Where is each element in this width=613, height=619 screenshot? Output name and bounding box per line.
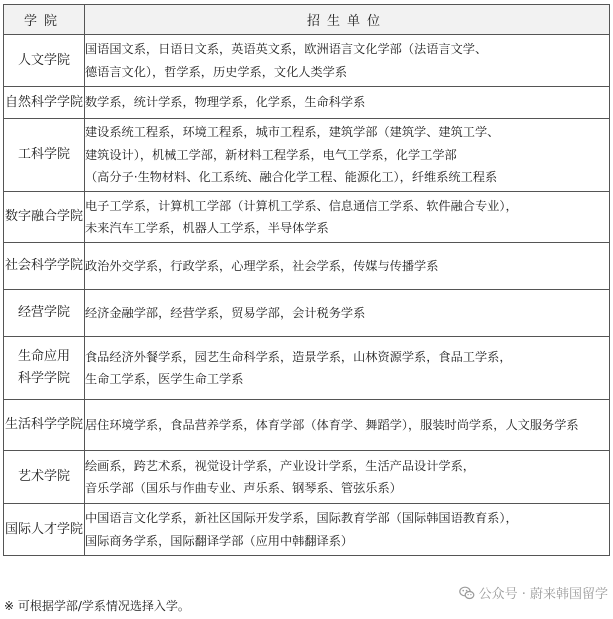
- college-name-line: 生活科学学院: [4, 417, 83, 432]
- units-line: 音乐学部（国乐与作曲专业、声乐系、钢琴系、管弦乐系）: [85, 481, 402, 495]
- header-units: 招生单位: [85, 5, 610, 35]
- units-line: 生命工学系，医学生命工学系: [85, 372, 244, 386]
- college-name-line: 科学学院: [17, 371, 70, 386]
- college-cell: [4, 87, 85, 119]
- college-cell: [4, 400, 85, 451]
- table-row: [4, 119, 610, 192]
- units-line: 未来汽车工学系，机器人工学系，半导体学系: [85, 221, 329, 235]
- watermark: [459, 583, 608, 602]
- table-row: [4, 87, 610, 119]
- units-cell: [85, 504, 610, 556]
- college-cell: [4, 243, 85, 290]
- units-line: 政治外交学系，行政学系，心理学系，社会学系，传媒与传播学系: [85, 258, 439, 273]
- table-row: [4, 451, 610, 504]
- units-line: 数学系，统计学系，物理学系，化学系，生命科学系: [85, 95, 366, 110]
- footnote: ※ 可根据学部/学系情况选择入学。: [4, 599, 190, 613]
- units-cell: [85, 192, 610, 243]
- watermark-text: 公众号 · 蔚来韩国留学: [478, 587, 608, 602]
- majors-table: [3, 4, 610, 556]
- college-cell: [4, 35, 85, 87]
- units-line: 德语言文化），哲学系，历史学系，文化人类学系: [85, 64, 348, 79]
- college-name-line: 经营学院: [17, 305, 70, 320]
- college-name-line: 国际人才学院: [4, 521, 83, 537]
- units-line: 居住环境学系，食品营养学系，体育学部（体育学、舞蹈学），服装时尚学系，人文服务学系: [85, 417, 579, 432]
- college-cell: [4, 290, 85, 337]
- header-college: 学院: [4, 5, 85, 35]
- college-name-line: 生命应用: [17, 349, 70, 364]
- college-name-line: 数字融合学院: [4, 209, 83, 224]
- college-cell: [4, 192, 85, 243]
- college-name-line: 工科学院: [17, 147, 70, 162]
- units-line: 中国语言文化学系，新社区国际开发学系，国际教育学部（国际韩国语教育系），: [85, 511, 518, 525]
- units-line: 绘画系，跨艺术系，视觉设计学系，产业设计学系，生活产品设计学系，: [85, 458, 475, 473]
- units-line: （高分子·生物材料、化工系统、融合化学工程、能源化工），纤维系统工程系: [85, 170, 498, 185]
- units-line: 国际商务学系，国际翻译学部（应用中韩翻译系）: [85, 533, 354, 548]
- college-name-line: 自然科学学院: [4, 94, 83, 110]
- wechat-icon: [459, 585, 475, 601]
- college-name-line: 艺术学院: [17, 469, 70, 484]
- units-cell: [85, 35, 610, 87]
- units-cell: [85, 290, 610, 337]
- units-line: 食品经济外餐学系，园艺生命科学系，造景学系，山林资源学系，食品工学系，: [85, 349, 512, 364]
- table-header-row: [4, 5, 610, 35]
- units-cell: [85, 451, 610, 504]
- units-line: 电子工学系，计算机工学部（计算机工学系、信息通信工学系、软件融合专业），: [85, 198, 518, 213]
- units-cell: [85, 243, 610, 290]
- table-row: [4, 35, 610, 87]
- table-row: [4, 504, 610, 556]
- table-row: [4, 290, 610, 337]
- college-cell: [4, 504, 85, 556]
- units-cell: [85, 400, 610, 451]
- units-cell: [85, 119, 610, 192]
- college-cell: [4, 451, 85, 504]
- units-cell: [85, 87, 610, 119]
- units-line: 建筑设计），机械工学部，新材料工程学系，电气工学系，化学工学部: [85, 147, 457, 162]
- table-row: [4, 192, 610, 243]
- units-line: 国语国文系，日语日文系，英语英文系，欧洲语言文化学部（法语言文学、: [85, 42, 488, 56]
- units-line: 建设系统工程系，环境工程系，城市工程系，建筑学部（建筑学、建筑工学、: [85, 125, 500, 140]
- table-row: [4, 337, 610, 400]
- table-row: [4, 243, 610, 290]
- table-row: [4, 400, 610, 451]
- units-cell: [85, 337, 610, 400]
- college-name-line: 人文学院: [17, 52, 70, 68]
- units-line: 经济金融学部，经营学系，贸易学部，会计税务学系: [85, 305, 366, 320]
- college-cell: [4, 119, 85, 192]
- college-cell: [4, 337, 85, 400]
- college-name-line: 社会科学学院: [4, 258, 83, 273]
